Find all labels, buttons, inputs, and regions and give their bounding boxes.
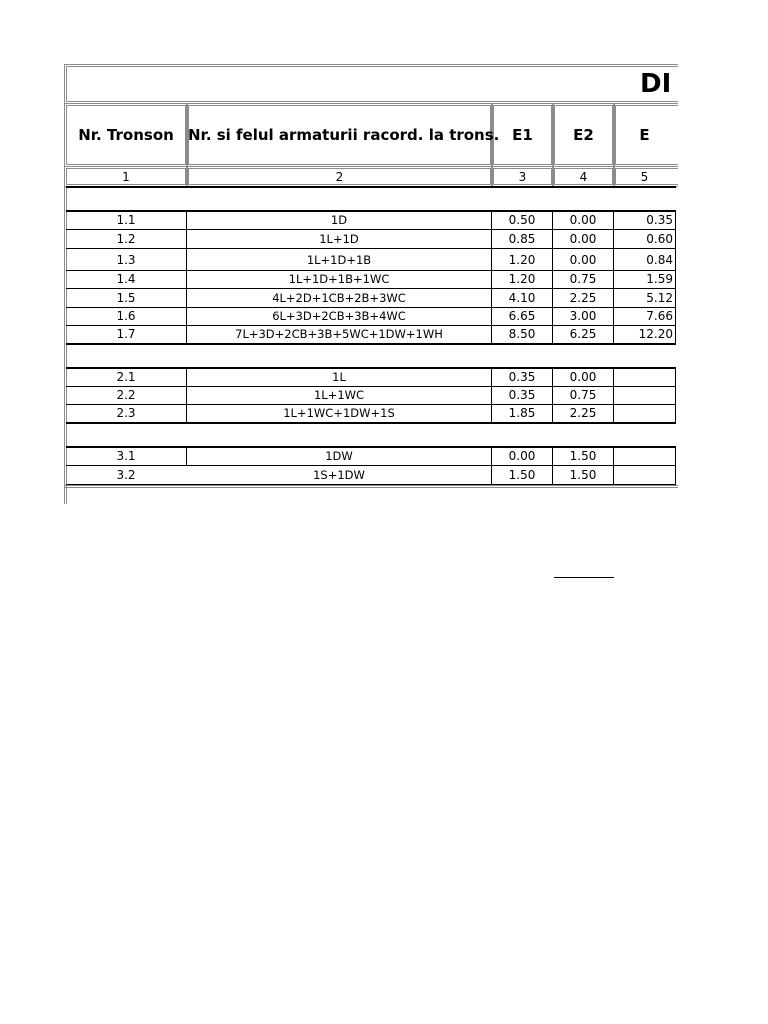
column-number-5: 5 [640,170,649,184]
e-value [614,447,673,465]
armaturi: 6L+3D+2CB+3B+4WC [272,309,406,323]
tronson-id: 3.2 [116,468,136,482]
armaturi: 1L+1D+1B+1WC [288,272,390,286]
e-value: 7.66 [646,309,673,323]
armaturi: 1L+1D [319,232,359,246]
e2-value: 0.00 [569,370,597,384]
tronson-id: 1.1 [116,213,136,227]
col-divider [675,447,676,485]
underline-mark [554,577,614,578]
col-divider [675,211,676,344]
col-divider [675,368,676,423]
e1-value: 1.20 [508,272,536,286]
rule [66,186,676,188]
header-armaturi: Nr. si felul armaturii racord. la trons. [188,126,500,144]
e-value: 0.84 [646,253,673,267]
e1-value: 0.50 [508,213,536,227]
header-e2: E2 [573,126,594,144]
armaturi: 1L [332,370,346,384]
tronson-id: 1.6 [116,309,136,323]
e-value [614,368,673,386]
e-value: 12.20 [638,327,673,341]
e2-value: 0.75 [569,388,597,402]
rule [66,422,676,424]
e2-value: 0.75 [569,272,597,286]
e-value [614,466,673,484]
e-value: 5.12 [646,291,673,305]
tronson-id: 3.1 [116,449,136,463]
e2-value: 0.00 [569,253,597,267]
title-frame [64,64,678,104]
armaturi: 7L+3D+2CB+3B+5WC+1DW+1WH [235,327,443,341]
e2-value: 1.50 [569,468,597,482]
armaturi: 1L+1WC [313,388,365,402]
e1-value: 8.50 [508,327,536,341]
e2-value: 0.00 [569,213,597,227]
armaturi: 1DW [325,449,353,463]
e1-value: 1.20 [508,253,536,267]
tronson-id: 1.4 [116,272,136,286]
column-number-4: 4 [579,170,588,184]
e2-value: 3.00 [569,309,597,323]
rule [66,343,676,345]
tronson-id: 1.7 [116,327,136,341]
e-value: 0.35 [646,213,673,227]
column-number-1: 1 [122,170,130,184]
e1-value: 4.10 [508,291,536,305]
e2-value: 2.25 [569,291,597,305]
column-number-3: 3 [518,170,527,184]
e1-value: 0.00 [508,449,536,463]
e2-value: 6.25 [569,327,597,341]
e2-value: 2.25 [569,406,597,420]
armaturi: 1L+1WC+1DW+1S [283,406,395,420]
tronson-id: 1.3 [116,253,136,267]
header-nr-tronson: Nr. Tronson [78,126,174,144]
sheet-title: DI [640,69,672,99]
column-number-2: 2 [335,170,344,184]
e-value [614,386,673,404]
armaturi: 1S+1DW [313,468,365,482]
tronson-id: 2.3 [116,406,136,420]
e1-value: 1.85 [508,406,536,420]
e1-value: 0.35 [508,370,536,384]
armaturi: 4L+2D+1CB+2B+3WC [272,291,406,305]
armaturi: 1D [330,213,348,227]
e2-value: 1.50 [569,449,597,463]
e-value [614,404,673,422]
e-value: 1.59 [646,272,673,286]
bottom-frame [64,485,678,489]
e1-value: 0.85 [508,232,536,246]
tronson-id: 2.2 [116,388,136,402]
rule [66,248,676,249]
header-e1: E1 [512,126,533,144]
e2-value: 0.00 [569,232,597,246]
header-e: E [639,126,650,144]
tronson-id: 2.1 [116,370,136,384]
e1-value: 6.65 [508,309,536,323]
e-value: 0.60 [646,232,673,246]
tronson-id: 1.5 [116,291,136,305]
e1-value: 1.50 [508,468,536,482]
e1-value: 0.35 [508,388,536,402]
armaturi: 1L+1D+1B [306,253,372,267]
tronson-id: 1.2 [116,232,136,246]
